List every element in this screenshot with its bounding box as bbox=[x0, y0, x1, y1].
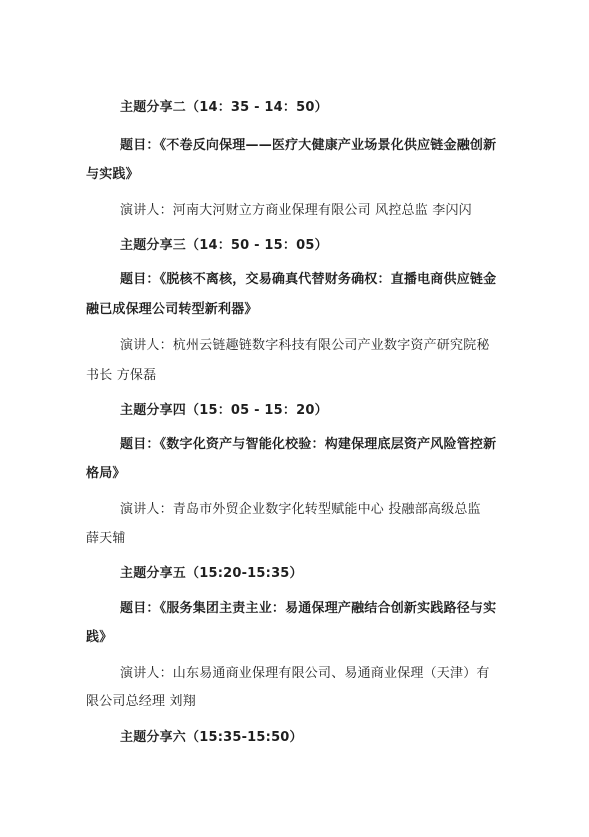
session-heading: 主题分享五（15:20-15:35） bbox=[120, 566, 303, 581]
session-heading: 主题分享三（14：50 - 15：05） bbox=[120, 238, 328, 253]
session-title-line-1: 题目：《数字化资产与智能化校验：构建保理底层资产风险管控新 bbox=[120, 437, 497, 452]
session-title-line-1: 题目：《服务集团主责主业：易通保理产融结合创新实践路径与实 bbox=[120, 601, 497, 616]
session-heading: 主题分享二（14：35 - 14：50） bbox=[120, 100, 328, 115]
session-speaker-line-1: 演讲人：青岛市外贸企业数字化转型赋能中心 投融部高级总监 bbox=[120, 502, 481, 517]
session-speaker-line-2: 书长 方保磊 bbox=[86, 368, 157, 383]
session-speaker-line-2: 限公司总经理 刘翔 bbox=[86, 694, 196, 709]
session-title-line-1: 题目：《脱核不离核，交易确真代替财务确权：直播电商供应链金 bbox=[120, 272, 497, 287]
session-speaker-line-2: 薛天辅 bbox=[86, 531, 126, 546]
session-heading: 主题分享四（15：05 - 15：20） bbox=[120, 403, 328, 418]
session-title-line-2: 融已成保理公司转型新利器》 bbox=[86, 302, 258, 317]
session-title-line-2: 格局》 bbox=[86, 466, 126, 481]
session-speaker-line-1: 演讲人：杭州云链趣链数字科技有限公司产业数字资产研究院秘 bbox=[120, 338, 490, 353]
session-title-line-2: 践》 bbox=[86, 630, 113, 645]
session-speaker-line-1: 演讲人：河南大河财立方商业保理有限公司 风控总监 李闪闪 bbox=[120, 203, 472, 218]
session-heading: 主题分享六（15:35-15:50） bbox=[120, 730, 303, 745]
session-speaker-line-1: 演讲人：山东易通商业保理有限公司、易通商业保理（天津）有 bbox=[120, 666, 490, 681]
session-title-line-2: 与实践》 bbox=[86, 167, 139, 182]
session-title-line-1: 题目：《不卷反向保理——医疗大健康产业场景化供应链金融创新 bbox=[120, 138, 497, 153]
